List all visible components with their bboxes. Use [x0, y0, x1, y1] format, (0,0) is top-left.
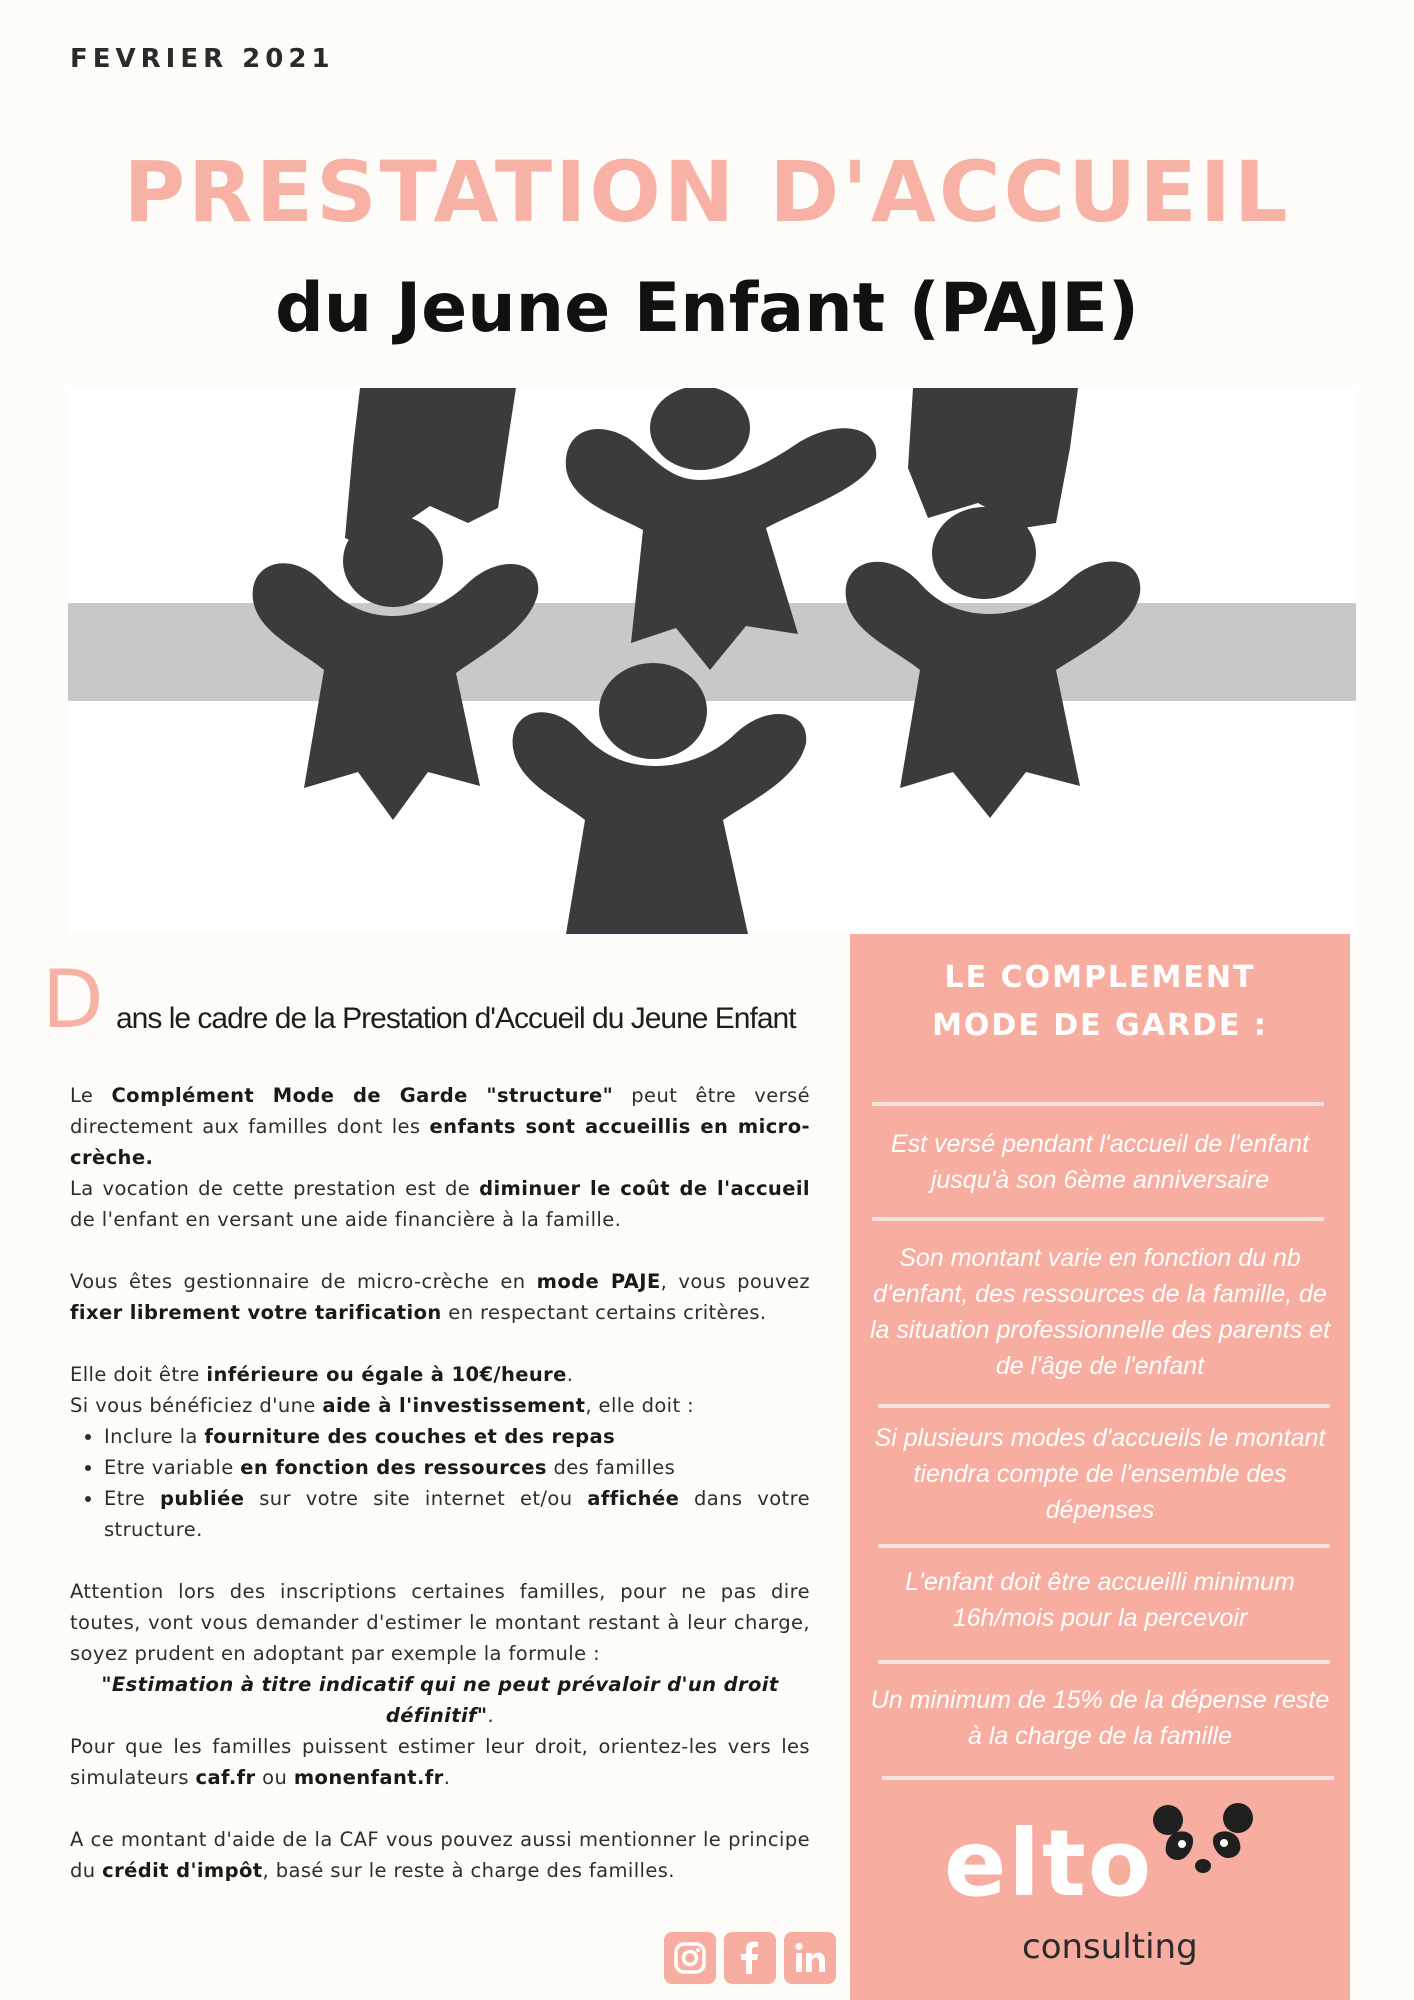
paragraph-investment-aid: Si vous bénéficiez d'une aide à l'investissement, elle doit :: [70, 1394, 695, 1417]
paragraph-tarification: Vous êtes gestionnaire de micro-crèche en mode PAJE, vous pouvez fixer librement votre tarification en respectant certains critères.: [70, 1270, 810, 1324]
divider: [878, 1660, 1330, 1664]
paragraph-simulators: Pour que les familles puissent estimer leur droit, orientez-les vers les simulateurs caf.fr ou monenfant.fr.: [70, 1735, 810, 1789]
divider: [878, 1544, 1330, 1548]
panel-title: LE COMPLEMENT MODE DE GARDE :: [932, 960, 1268, 1043]
page-subtitle: du Jeune Enfant (PAJE): [275, 269, 1139, 348]
lead-text: ans le cadre de la Prestation d'Accueil du Jeune Enfant: [116, 1002, 796, 1035]
dropcap-letter: D: [42, 953, 104, 1046]
panel-item: L'enfant doit être accueilli minimum 16h/mois pour la percevoir: [905, 1568, 1295, 1632]
divider: [878, 1404, 1330, 1408]
paragraph-tax-credit: A ce montant d'aide de la CAF vous pouvez aussi mentionner le principe du crédit d'impôt, basé sur le reste à charge des familles.: [70, 1828, 810, 1882]
hero-illustration: [68, 388, 1356, 934]
divider: [882, 1776, 1334, 1780]
list-item: • Etre publiée sur votre site internet et/ou affichée dans votre structure.: [104, 1483, 810, 1545]
brand-name: elto: [944, 1810, 1154, 1917]
paragraph-price-cap: Elle doit être inférieure ou égale à 10€/heure.: [70, 1363, 574, 1386]
panda-logo-icon: [1148, 1800, 1258, 1884]
linkedin-icon: [792, 1940, 828, 1976]
children-group-icon: [68, 388, 1356, 934]
top-right-figure-legs: [908, 388, 1078, 528]
facebook-icon: [732, 1940, 768, 1976]
paragraph-intro: Le Complément Mode de Garde "structure" peut être versé directement aux familles dont les enfants sont accueillis en micro-crèche.: [70, 1084, 810, 1169]
page-title: PRESTATION D'ACCUEIL: [123, 143, 1291, 241]
date-label: FEVRIER 2021: [70, 44, 335, 74]
linkedin-link[interactable]: [784, 1932, 836, 1984]
divider: [872, 1217, 1324, 1221]
divider: [872, 1102, 1324, 1106]
bottom-center-child-figure: [513, 663, 807, 934]
panel-item: Si plusieurs modes d'accueils le montant tiendra compte de l'ensemble des dépenses: [874, 1424, 1326, 1524]
panel-item: Son montant varie en fonction du nb d'enfant, des ressources de la famille, de la situation professionnelle des parents et de l'âge de l'enfant: [870, 1244, 1331, 1380]
paragraph-attention: Attention lors des inscriptions certaines familles, pour ne pas dire toutes, vont vous demander d'estimer le montant restant à leur charge, soyez prudent en adoptant par exemple la formule :: [70, 1580, 810, 1665]
brand-tagline: consulting: [1022, 1927, 1198, 1967]
instagram-link[interactable]: [664, 1932, 716, 1984]
panel-item: Est versé pendant l'accueil de l'enfant jusqu'à son 6ème anniversaire: [890, 1130, 1310, 1194]
paragraph-vocation: La vocation de cette prestation est de diminuer le coût de l'accueil de l'enfant en versant une aide financière à la famille.: [70, 1177, 810, 1231]
list-item: • Inclure la fourniture des couches et des repas: [104, 1421, 810, 1452]
instagram-icon: [672, 1940, 708, 1976]
body-text: [70, 1080, 810, 1886]
facebook-link[interactable]: [724, 1932, 776, 1984]
lead-sentence: [42, 953, 852, 1046]
disclaimer-quote: "Estimation à titre indicatif qui ne peut prévaloir d'un droit définitif".: [101, 1673, 779, 1727]
list-item: • Etre variable en fonction des ressources des familles: [104, 1452, 810, 1483]
panel-item: Un minimum de 15% de la dépense reste à la charge de la famille: [870, 1686, 1330, 1750]
criteria-list: [70, 1421, 810, 1545]
